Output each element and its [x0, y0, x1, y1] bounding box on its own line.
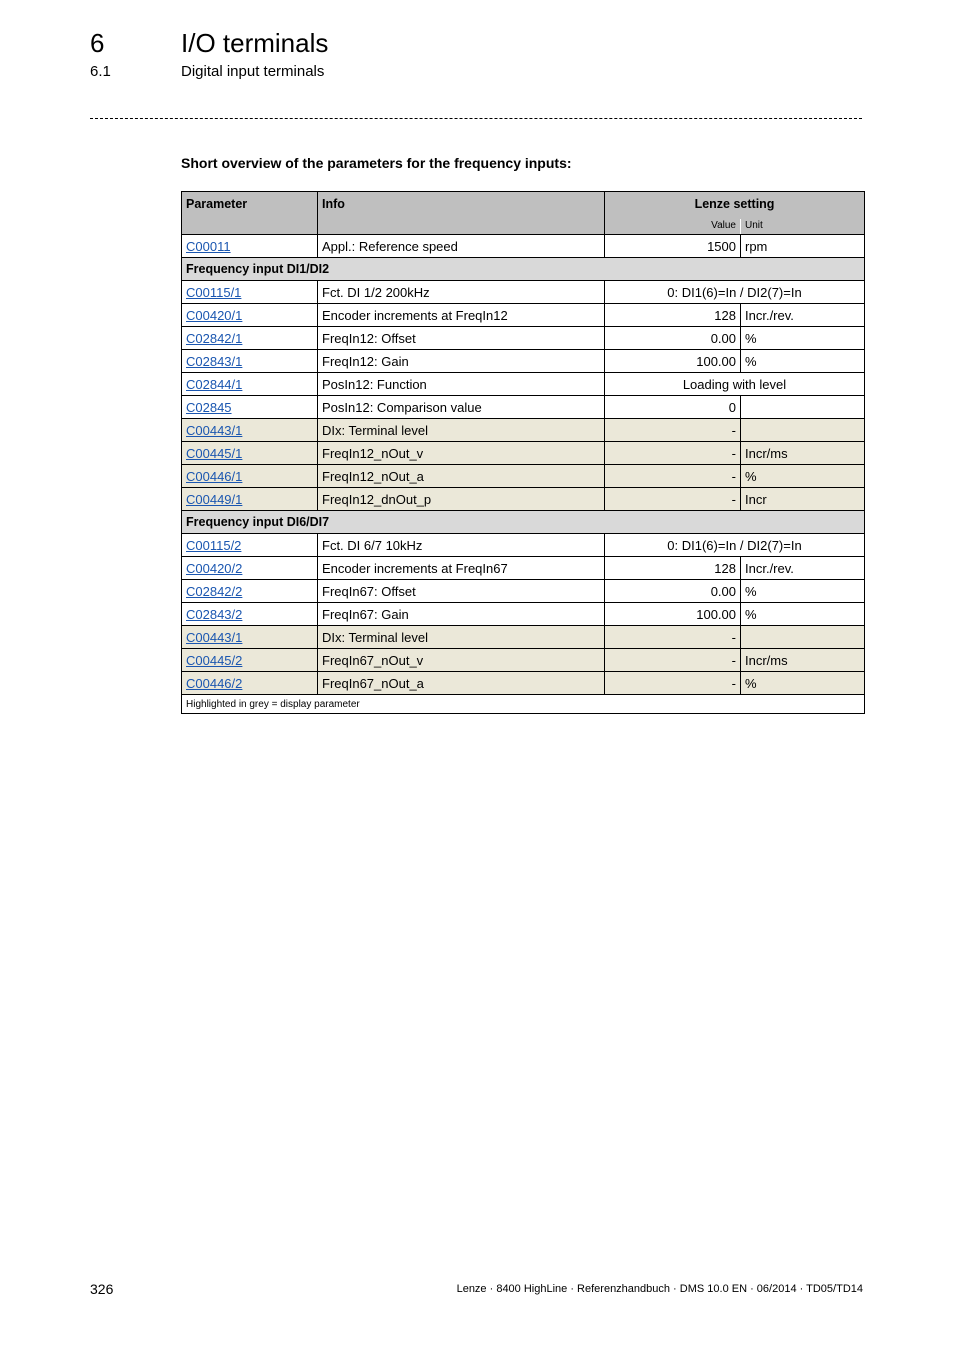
value-cell: - — [605, 465, 741, 488]
info-cell: DIx: Terminal level — [318, 626, 605, 649]
info-cell: FreqIn12_nOut_a — [318, 465, 605, 488]
info-cell: FreqIn12_nOut_v — [318, 442, 605, 465]
unit-cell: rpm — [741, 235, 865, 258]
header-info: Info — [318, 192, 605, 220]
value-cell: 1500 — [605, 235, 741, 258]
value-cell: - — [605, 626, 741, 649]
parameter-link[interactable]: C00445/2 — [186, 652, 243, 668]
group-row — [182, 258, 865, 281]
value-cell: - — [605, 442, 741, 465]
unit-cell: Incr — [741, 488, 865, 511]
info-cell: FreqIn12_dnOut_p — [318, 488, 605, 511]
info-cell: FreqIn12: Gain — [318, 350, 605, 373]
display-parameter-row — [182, 419, 865, 442]
chapter-title: I/O terminals — [181, 28, 329, 58]
table-row — [182, 373, 865, 396]
header-lenze-setting: Lenze setting — [605, 192, 865, 220]
parameter-link[interactable]: C02842/1 — [186, 330, 243, 346]
unit-cell: Incr/ms — [741, 442, 865, 465]
unit-cell: % — [741, 465, 865, 488]
info-cell: Encoder increments at FreqIn67 — [318, 557, 605, 580]
value-cell: - — [605, 672, 741, 695]
page-number: 326 — [90, 1281, 114, 1297]
parameter-table — [181, 191, 865, 714]
display-parameter-row — [182, 488, 865, 511]
parameter-link[interactable]: C00446/1 — [186, 468, 243, 484]
display-parameter-row — [182, 442, 865, 465]
section-number: 6.1 — [90, 63, 111, 80]
setting-cell: Loading with level — [605, 373, 865, 396]
parameter-link[interactable]: C02843/2 — [186, 606, 243, 622]
value-cell: 0 — [605, 396, 741, 419]
info-cell: FreqIn67: Offset — [318, 580, 605, 603]
parameter-link[interactable]: C02844/1 — [186, 376, 243, 392]
value-cell: - — [605, 649, 741, 672]
info-cell: Appl.: Reference speed — [318, 235, 605, 258]
parameter-link[interactable]: C00446/2 — [186, 675, 243, 691]
info-cell: FreqIn67: Gain — [318, 603, 605, 626]
info-cell: FreqIn67_nOut_a — [318, 672, 605, 695]
table-row — [182, 327, 865, 350]
header-info-cont — [318, 219, 605, 235]
parameter-link[interactable]: C00449/1 — [186, 491, 243, 507]
table-row — [182, 350, 865, 373]
value-cell: 0.00 — [605, 327, 741, 350]
note-row — [182, 695, 865, 714]
header-unit: Unit — [741, 219, 865, 235]
unit-cell: % — [741, 672, 865, 695]
table-subheader-row — [182, 219, 865, 235]
display-parameter-row — [182, 649, 865, 672]
parameter-link[interactable]: C00011 — [186, 238, 231, 254]
display-parameter-row — [182, 465, 865, 488]
parameter-link[interactable]: C00445/1 — [186, 445, 243, 461]
value-cell: - — [605, 488, 741, 511]
value-cell: 100.00 — [605, 603, 741, 626]
info-cell: PosIn12: Function — [318, 373, 605, 396]
group-row — [182, 511, 865, 534]
table-row — [182, 603, 865, 626]
setting-cell: 0: DI1(6)=In / DI2(7)=In — [605, 534, 865, 557]
value-cell: 0.00 — [605, 580, 741, 603]
unit-cell: % — [741, 350, 865, 373]
value-cell: 128 — [605, 304, 741, 327]
unit-cell: % — [741, 580, 865, 603]
unit-cell: Incr/ms — [741, 649, 865, 672]
display-parameter-row — [182, 626, 865, 649]
parameter-link[interactable]: C02845 — [186, 399, 232, 415]
table-row — [182, 396, 865, 419]
value-cell: 100.00 — [605, 350, 741, 373]
header-parameter-cont — [182, 219, 318, 235]
table-heading: Short overview of the parameters for the frequency inputs: — [181, 155, 572, 171]
table-row — [182, 281, 865, 304]
table-row — [182, 580, 865, 603]
info-cell: Fct. DI 6/7 10kHz — [318, 534, 605, 557]
info-cell: PosIn12: Comparison value — [318, 396, 605, 419]
parameter-link[interactable]: C00420/1 — [186, 307, 243, 323]
value-cell: - — [605, 419, 741, 442]
parameter-link[interactable]: C00443/1 — [186, 422, 243, 438]
info-cell: FreqIn12: Offset — [318, 327, 605, 350]
table-row — [182, 557, 865, 580]
table-row — [182, 235, 865, 258]
parameter-link[interactable]: C00443/1 — [186, 629, 243, 645]
table-header-row — [182, 192, 865, 220]
table-row — [182, 304, 865, 327]
unit-cell — [741, 626, 865, 649]
parameter-link[interactable]: C02842/2 — [186, 583, 243, 599]
display-parameter-row — [182, 672, 865, 695]
parameter-link[interactable]: C02843/1 — [186, 353, 243, 369]
setting-cell: 0: DI1(6)=In / DI2(7)=In — [605, 281, 865, 304]
footer-text: Lenze · 8400 HighLine · Referenzhandbuch · DMS 10.0 EN · 06/2014 · TD05/TD14 — [456, 1283, 863, 1295]
info-cell: DIx: Terminal level — [318, 419, 605, 442]
header-parameter: Parameter — [182, 192, 318, 220]
section-title: Digital input terminals — [181, 63, 325, 80]
info-cell: Encoder increments at FreqIn12 — [318, 304, 605, 327]
header-value: Value — [605, 219, 741, 235]
parameter-link[interactable]: C00115/2 — [186, 537, 242, 553]
unit-cell: Incr./rev. — [741, 304, 865, 327]
chapter-number: 6 — [90, 28, 105, 58]
info-cell: Fct. DI 1/2 200kHz — [318, 281, 605, 304]
info-cell: FreqIn67_nOut_v — [318, 649, 605, 672]
parameter-link[interactable]: C00420/2 — [186, 560, 243, 576]
group-title: Frequency input DI1/DI2 — [182, 258, 865, 281]
unit-cell — [741, 419, 865, 442]
value-cell: 128 — [605, 557, 741, 580]
unit-cell: % — [741, 327, 865, 350]
unit-cell: % — [741, 603, 865, 626]
table-row — [182, 534, 865, 557]
group-title: Frequency input DI6/DI7 — [182, 511, 865, 534]
unit-cell: Incr./rev. — [741, 557, 865, 580]
header-divider — [90, 118, 862, 119]
unit-cell — [741, 396, 865, 419]
table-note: Highlighted in grey = display parameter — [182, 695, 865, 714]
parameter-link[interactable]: C00115/1 — [186, 284, 242, 300]
